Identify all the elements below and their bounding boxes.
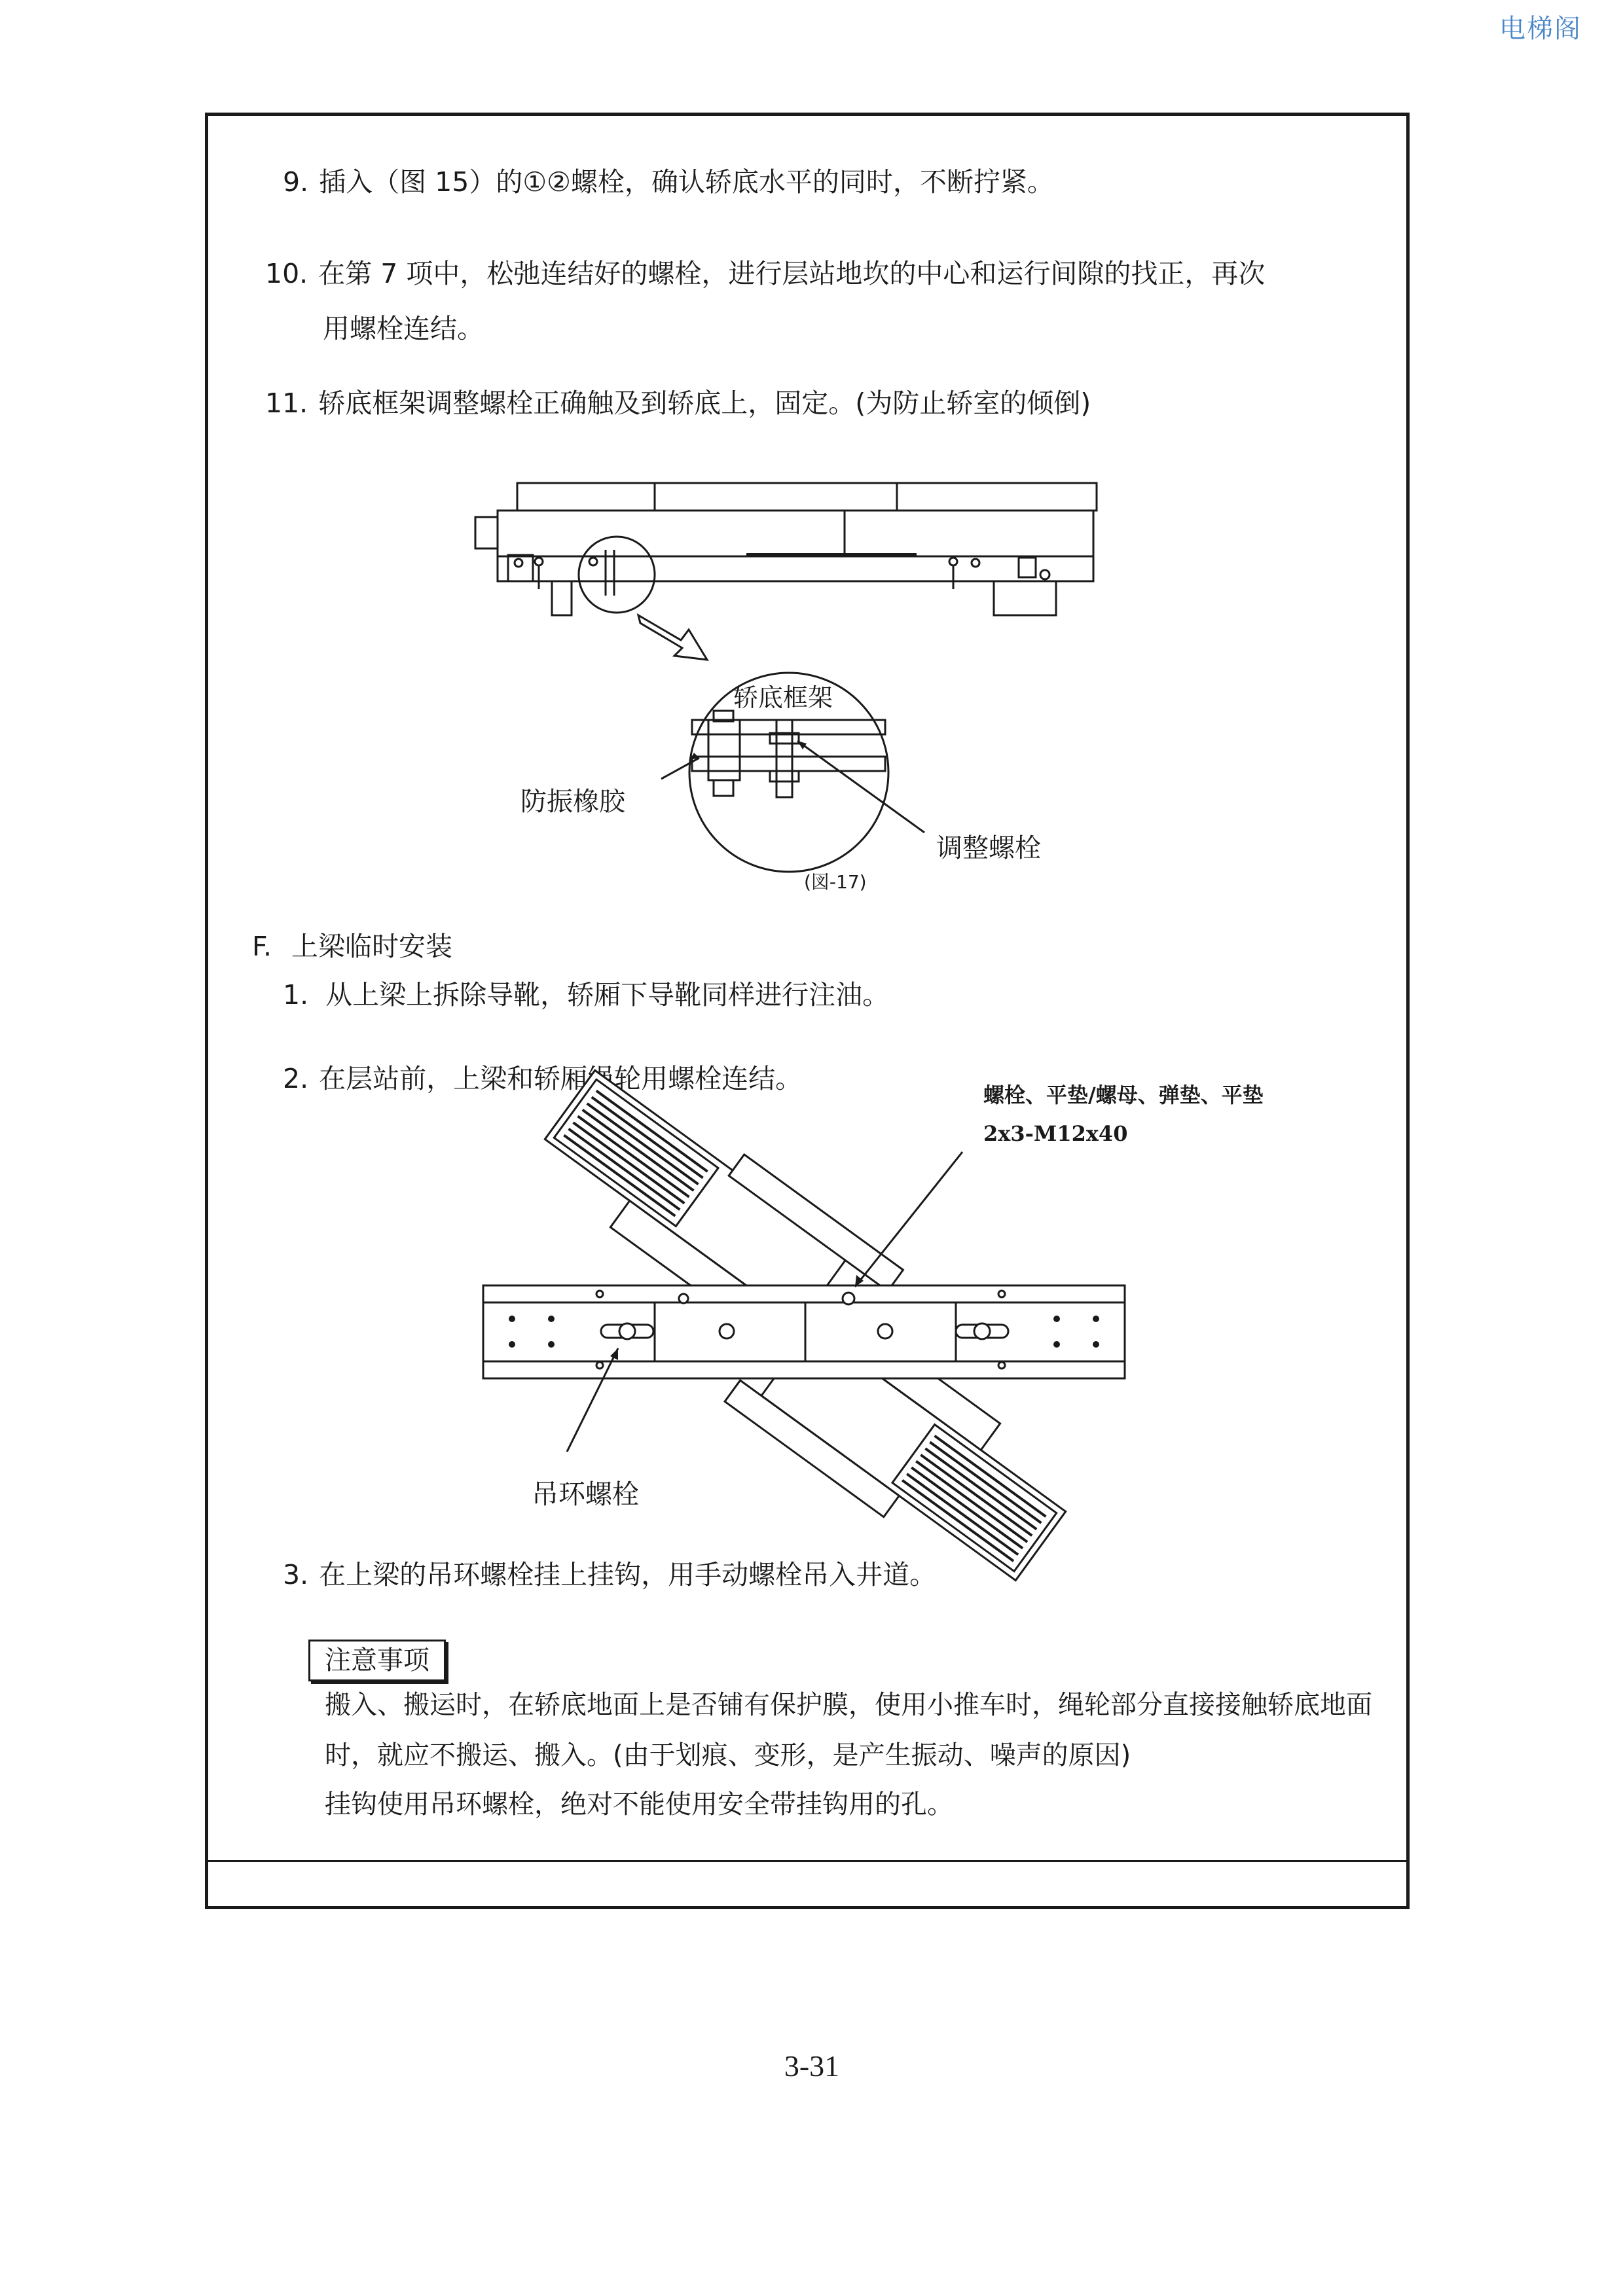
bolt-spec-line2: 2x3-M12x40 bbox=[983, 1121, 1128, 1146]
section-f-step-1-number: 1. bbox=[283, 979, 309, 1011]
section-f-letter: F. bbox=[252, 931, 272, 962]
section-f-step-3 bbox=[283, 1560, 936, 1590]
caution-line-2: 时，就应不搬运、搬入。(由于划痕、变形，是产生振动、噪声的原因) bbox=[325, 1740, 1131, 1770]
watermark: 电梯阁 bbox=[1499, 14, 1582, 44]
section-f-step-2-text: 在层站前，上梁和轿厢绳轮用螺栓连结。 bbox=[319, 1063, 803, 1094]
section-f-title: 上梁临时安装 bbox=[291, 931, 453, 962]
section-f-step-2-number: 2. bbox=[283, 1063, 309, 1094]
caution-line-1: 搬入、搬运时，在轿底地面上是否铺有保护膜，使用小推车时，绳轮部分直接接触轿底地面 bbox=[325, 1690, 1372, 1720]
figure-17-label-rubber: 防振橡胶 bbox=[520, 787, 625, 817]
figure-17-label-bolt: 调整螺栓 bbox=[936, 833, 1041, 863]
page-number: 3-31 bbox=[784, 2049, 840, 2083]
step-11-number: 11. bbox=[265, 387, 308, 419]
figure-17-caption: (図-17) bbox=[804, 871, 867, 893]
crosshead-beam bbox=[483, 1285, 1125, 1378]
step-10-number: 10. bbox=[265, 258, 308, 289]
step-10-line2: 用螺栓连结。 bbox=[323, 313, 484, 344]
section-f-step-3-number: 3. bbox=[283, 1559, 309, 1590]
section-f-step-3-text: 在上梁的吊环螺栓挂上挂钩，用手动螺栓吊入井道。 bbox=[319, 1559, 937, 1590]
caution-line-3: 挂钩使用吊环螺栓，绝对不能使用安全带挂钩用的孔。 bbox=[325, 1789, 953, 1820]
step-9-text: 插入（图 15）的①②螺栓，确认轿底水平的同时，不断拧紧。 bbox=[319, 166, 1054, 198]
section-f-step-1-text: 从上梁上拆除导靴，轿厢下导靴同样进行注油。 bbox=[325, 979, 890, 1011]
step-9-number: 9. bbox=[283, 166, 309, 198]
bolt-spec-line1: 螺栓、平垫/螺母、弹垫、平垫 bbox=[983, 1083, 1264, 1107]
eyebolt-label: 吊环螺栓 bbox=[532, 1479, 639, 1510]
caution-heading: 注意事项 bbox=[308, 1640, 446, 1681]
step-10-line1: 在第 7 项中，松弛连结好的螺栓，进行层站地坎的中心和运行间隙的找正，再次 bbox=[318, 258, 1266, 289]
figure-17-label-frame: 轿底框架 bbox=[733, 683, 833, 712]
step-11-text: 轿底框架调整螺栓正确触及到轿底上，固定。(为防止轿室的倾倒) bbox=[318, 387, 1091, 419]
